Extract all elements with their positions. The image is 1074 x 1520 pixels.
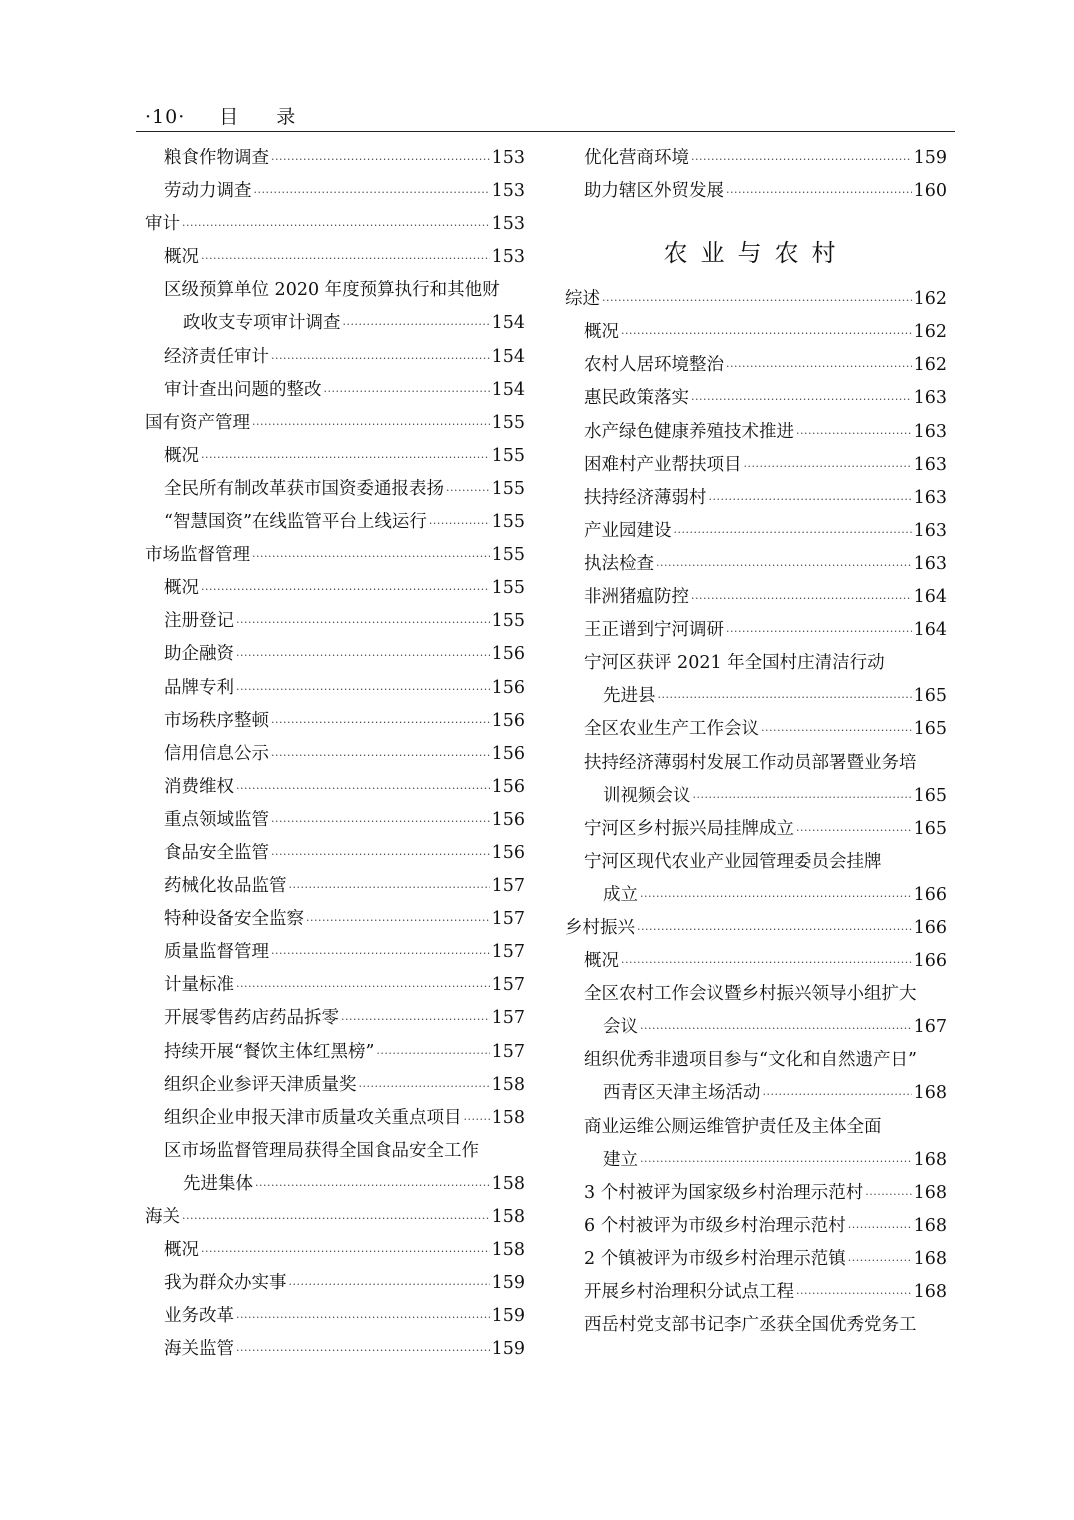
dot-leader xyxy=(252,540,490,573)
entry-title: 区级预算单位 2020 年度预算执行和其他财 xyxy=(164,280,500,301)
entry-title: 审计 xyxy=(145,214,180,235)
entry-title: 惠民政策落实 xyxy=(584,388,689,409)
dot-leader xyxy=(621,946,912,979)
page-ref: 159 xyxy=(491,1339,525,1360)
toc-entry[interactable] xyxy=(145,969,525,1002)
page-ref: 156 xyxy=(491,677,525,698)
dot-leader xyxy=(236,639,490,672)
entry-title: 6 个村被评为市级乡村治理示范村 xyxy=(584,1215,846,1236)
dot-leader xyxy=(324,375,490,408)
entry-title: 组织优秀非遗项目参与“文化和自然遗产日” xyxy=(584,1050,917,1071)
entry-title: 商业运维公厕运维管护责任及主体全面 xyxy=(584,1116,882,1137)
entry-title: 政收支专项审计调查 xyxy=(183,313,341,334)
page-ref: 156 xyxy=(491,776,525,797)
dot-leader xyxy=(848,1211,912,1244)
page-ref: 153 xyxy=(491,181,525,202)
dot-leader xyxy=(201,573,490,606)
entry-title: 重点领域监管 xyxy=(164,809,269,830)
dot-leader xyxy=(182,1202,490,1235)
entry-title: 产业园建设 xyxy=(584,520,672,541)
toc-entry[interactable] xyxy=(145,473,525,506)
header-rule xyxy=(136,131,955,132)
toc-section-entry[interactable] xyxy=(145,407,525,440)
dot-leader xyxy=(271,805,490,838)
entry-title: 概况 xyxy=(164,445,199,466)
dot-leader xyxy=(709,483,912,516)
toc-right-main-group xyxy=(565,283,947,1342)
toc-entry[interactable] xyxy=(565,813,947,846)
entry-title: 乡村振兴 xyxy=(565,917,635,938)
page-ref: 159 xyxy=(913,148,947,168)
entry-title: 粮食作物调查 xyxy=(164,148,269,168)
dot-leader xyxy=(271,937,490,970)
toc-entry[interactable] xyxy=(145,903,525,936)
dot-leader xyxy=(236,772,490,805)
toc-entry[interactable] xyxy=(565,945,947,978)
page-ref: 155 xyxy=(491,578,525,599)
entry-title: 食品安全监管 xyxy=(164,842,269,863)
dot-leader xyxy=(201,242,490,275)
toc-entry[interactable] xyxy=(145,440,525,473)
toc-entry[interactable] xyxy=(145,870,525,903)
toc-entry[interactable] xyxy=(565,316,947,349)
page-ref: 153 xyxy=(491,214,525,235)
dot-leader xyxy=(343,308,490,341)
dot-leader xyxy=(182,209,490,242)
page-ref: 155 xyxy=(491,412,525,433)
dot-leader xyxy=(289,871,490,904)
toc-entry[interactable] xyxy=(565,142,947,175)
entry-title: 执法检查 xyxy=(584,553,654,574)
entry-title: 概况 xyxy=(584,951,619,972)
entry-title: 宁河区乡村振兴局挂牌成立 xyxy=(584,818,794,839)
dot-leader xyxy=(658,681,912,714)
toc-entry[interactable] xyxy=(145,1002,525,1035)
dot-leader xyxy=(726,176,912,209)
toc-right-column xyxy=(565,142,947,1342)
section-heading: 农业与农村 xyxy=(663,239,849,268)
dot-leader xyxy=(236,606,490,639)
page-ref: 168 xyxy=(913,1248,947,1269)
page-ref: 155 xyxy=(491,611,525,632)
page-ref: 154 xyxy=(491,313,525,334)
entry-title: 概况 xyxy=(164,247,199,268)
page-ref: 156 xyxy=(491,710,525,731)
page-ref: 156 xyxy=(491,842,525,863)
toc-section-entry[interactable] xyxy=(145,539,525,572)
toc-entry[interactable] xyxy=(565,1077,947,1110)
page-ref: 162 xyxy=(913,355,947,376)
page-ref: 162 xyxy=(913,322,947,343)
dot-leader xyxy=(726,615,912,648)
toc-entry[interactable] xyxy=(145,241,525,274)
page-ref: 157 xyxy=(491,975,525,996)
entry-title: 先进集体 xyxy=(183,1173,253,1194)
page-ref: 165 xyxy=(913,785,947,806)
toc-section-entry[interactable] xyxy=(565,283,947,316)
toc-entry[interactable] xyxy=(145,1168,525,1201)
page-ref: 166 xyxy=(913,951,947,972)
toc-entry[interactable] xyxy=(145,572,525,605)
page-ref: 163 xyxy=(913,454,947,475)
dot-leader xyxy=(201,1235,490,1268)
entry-title: 质量监督管理 xyxy=(164,942,269,963)
dot-leader xyxy=(744,450,912,483)
dot-leader xyxy=(446,474,490,507)
page-ref: 155 xyxy=(491,445,525,466)
page-ref: 158 xyxy=(491,1173,525,1194)
dot-leader xyxy=(621,317,912,350)
entry-title: 建立 xyxy=(603,1149,638,1170)
page-ref: 164 xyxy=(913,620,947,641)
toc-entry[interactable] xyxy=(565,879,947,912)
toc-entry[interactable] xyxy=(565,416,947,449)
dot-leader xyxy=(726,350,912,383)
toc-entry[interactable] xyxy=(565,978,947,1011)
entry-title: 3 个村被评为国家级乡村治理示范村 xyxy=(584,1182,864,1203)
toc-entry[interactable] xyxy=(145,1333,525,1366)
page-ref: 168 xyxy=(913,1083,947,1104)
page-ref: 158 xyxy=(491,1074,525,1095)
entry-title: 全区农业生产工作会议 xyxy=(584,719,759,740)
toc-entry[interactable] xyxy=(565,1243,947,1276)
dot-leader xyxy=(306,904,490,937)
entry-title: 西岳村党支部书记李广丞获全国优秀党务工 xyxy=(584,1315,917,1336)
page-ref: 153 xyxy=(491,148,525,168)
dot-leader xyxy=(376,1037,489,1070)
entry-title: 业务改革 xyxy=(164,1306,234,1327)
page-ref: 157 xyxy=(491,1008,525,1029)
entry-title: 消费维权 xyxy=(164,776,234,797)
dot-leader xyxy=(429,507,490,540)
toc-right-top-group xyxy=(565,142,947,208)
dot-leader xyxy=(796,814,912,847)
page-ref: 168 xyxy=(913,1182,947,1203)
page-ref: 157 xyxy=(491,1041,525,1062)
dot-leader xyxy=(271,342,490,375)
dot-leader xyxy=(271,143,490,176)
entry-title: 全民所有制改革获市国资委通报表扬 xyxy=(164,478,444,499)
dot-leader xyxy=(271,706,490,739)
page-ref: 165 xyxy=(913,719,947,740)
dot-leader xyxy=(763,1078,912,1111)
entry-title: 农村人居环境整治 xyxy=(584,355,724,376)
page-ref: 157 xyxy=(491,876,525,897)
dot-leader xyxy=(656,549,912,582)
toc-entry[interactable] xyxy=(565,581,947,614)
toc-section-entry[interactable] xyxy=(565,912,947,945)
entry-title: 经济责任审计 xyxy=(164,346,269,367)
entry-title: 宁河区现代农业产业园管理委员会挂牌 xyxy=(584,851,882,872)
toc-entry[interactable] xyxy=(565,1309,947,1342)
page-ref: 157 xyxy=(491,942,525,963)
entry-title: 药械化妆品监管 xyxy=(164,876,287,897)
toc-entry[interactable] xyxy=(145,1036,525,1069)
toc-entry[interactable] xyxy=(565,349,947,382)
page-ref: 155 xyxy=(491,545,525,566)
toc-entry[interactable] xyxy=(565,548,947,581)
toc-entry[interactable] xyxy=(145,1300,525,1333)
entry-title: 助力辖区外贸发展 xyxy=(584,181,724,202)
toc-entry[interactable] xyxy=(565,747,947,780)
dot-leader xyxy=(637,913,912,946)
page-ref: 165 xyxy=(913,818,947,839)
entry-title: 概况 xyxy=(584,322,619,343)
toc-entry[interactable] xyxy=(565,1177,947,1210)
toc-entry[interactable] xyxy=(565,175,947,208)
toc-section-entry[interactable] xyxy=(145,1201,525,1234)
dot-leader xyxy=(271,739,490,772)
page-ref: 158 xyxy=(491,1240,525,1261)
page-ref: 167 xyxy=(913,1017,947,1038)
toc-entry[interactable] xyxy=(565,647,947,680)
toc-entry[interactable] xyxy=(145,1135,525,1168)
entry-title: 特种设备安全监察 xyxy=(164,909,304,930)
entry-title: 持续开展“餐饮主体红黑榜” xyxy=(164,1041,375,1062)
page-ref: 166 xyxy=(913,884,947,905)
dot-leader xyxy=(201,441,490,474)
entry-title: 非洲猪瘟防控 xyxy=(584,587,689,608)
entry-title: 先进县 xyxy=(603,686,656,707)
dot-leader xyxy=(236,1334,490,1367)
running-title: 目 录 xyxy=(219,106,312,128)
entry-title: 综述 xyxy=(565,289,600,310)
page-number: ·10· xyxy=(145,106,186,128)
entry-title: 市场秩序整顿 xyxy=(164,710,269,731)
entry-title: 扶持经济薄弱村发展工作动员部署暨业务培 xyxy=(584,752,917,773)
entry-title: 王正谱到宁河调研 xyxy=(584,620,724,641)
toc-section-entry[interactable] xyxy=(145,208,525,241)
toc-entry[interactable] xyxy=(145,804,525,837)
entry-title: 审计查出问题的整改 xyxy=(164,379,322,400)
toc-entry[interactable] xyxy=(565,515,947,548)
toc-entry[interactable] xyxy=(565,482,947,515)
toc-entry[interactable] xyxy=(145,605,525,638)
dot-leader xyxy=(691,582,912,615)
toc-entry[interactable] xyxy=(565,780,947,813)
toc-entry[interactable] xyxy=(145,506,525,539)
toc-entry[interactable] xyxy=(565,1011,947,1044)
entry-title: 扶持经济薄弱村 xyxy=(584,487,707,508)
entry-title: 开展零售药店药品拆零 xyxy=(164,1008,339,1029)
entry-title: 注册登记 xyxy=(164,611,234,632)
page-ref: 157 xyxy=(491,909,525,930)
toc-entry[interactable] xyxy=(145,175,525,208)
dot-leader xyxy=(796,1277,912,1310)
page-ref: 156 xyxy=(491,809,525,830)
page-ref: 153 xyxy=(491,247,525,268)
toc-entry[interactable] xyxy=(145,142,525,175)
dot-leader xyxy=(236,673,490,706)
dot-leader xyxy=(359,1070,490,1103)
entry-title: 2 个镇被评为市级乡村治理示范镇 xyxy=(584,1248,846,1269)
page-ref: 160 xyxy=(913,181,947,202)
page-ref: 156 xyxy=(491,743,525,764)
entry-title: 计量标准 xyxy=(164,975,234,996)
toc-entry[interactable] xyxy=(145,1069,525,1102)
entry-title: 宁河区获评 2021 年全国村庄清洁行动 xyxy=(584,653,885,674)
toc-entry[interactable] xyxy=(565,614,947,647)
page-ref: 165 xyxy=(913,686,947,707)
entry-title: 开展乡村治理积分试点工程 xyxy=(584,1282,794,1302)
toc-left-column xyxy=(145,142,525,1366)
page-ref: 163 xyxy=(913,421,947,442)
toc-entry[interactable] xyxy=(145,672,525,705)
toc-entry[interactable] xyxy=(145,936,525,969)
entry-title: 海关 xyxy=(145,1207,180,1227)
entry-title: 我为群众办实事 xyxy=(164,1273,287,1294)
entry-title: 市场监督管理 xyxy=(145,545,250,566)
dot-leader xyxy=(254,176,490,209)
page-ref: 168 xyxy=(913,1215,947,1236)
toc-entry[interactable] xyxy=(565,1210,947,1243)
dot-leader xyxy=(289,1268,490,1301)
toc-entry[interactable] xyxy=(145,1234,525,1267)
entry-title: 劳动力调查 xyxy=(164,181,252,202)
dot-leader xyxy=(865,1178,911,1211)
dot-leader xyxy=(271,838,490,871)
toc-entry[interactable] xyxy=(565,1276,947,1309)
page-ref: 164 xyxy=(913,587,947,608)
page-ref: 154 xyxy=(491,379,525,400)
entry-title: 信用信息公示 xyxy=(164,743,269,764)
entry-title: 西青区天津主场活动 xyxy=(603,1083,761,1104)
page-ref: 159 xyxy=(491,1273,525,1294)
toc-entry[interactable] xyxy=(565,449,947,482)
entry-title: 助企融资 xyxy=(164,644,234,665)
dot-leader xyxy=(761,714,912,747)
dot-leader xyxy=(674,516,912,549)
toc-entry[interactable] xyxy=(565,713,947,746)
entry-title: 成立 xyxy=(603,884,638,905)
entry-title: 国有资产管理 xyxy=(145,412,250,433)
dot-leader xyxy=(640,1145,912,1178)
dot-leader xyxy=(602,284,912,317)
dot-leader xyxy=(341,1003,490,1036)
dot-leader xyxy=(236,1301,490,1334)
page-ref: 156 xyxy=(491,644,525,665)
toc-entry[interactable] xyxy=(145,307,525,340)
page-ref: 168 xyxy=(913,1149,947,1170)
entry-title: 海关监管 xyxy=(164,1339,234,1360)
page-ref: 163 xyxy=(913,487,947,508)
page-ref: 168 xyxy=(913,1282,947,1302)
toc-entry[interactable] xyxy=(145,638,525,671)
page-ref: 163 xyxy=(913,520,947,541)
entry-title: 品牌专利 xyxy=(164,677,234,698)
page-ref: 163 xyxy=(913,553,947,574)
page-ref: 155 xyxy=(491,512,525,533)
toc-entry[interactable] xyxy=(145,705,525,738)
toc-entry[interactable] xyxy=(565,1144,947,1177)
dot-leader xyxy=(236,970,490,1003)
toc-entry[interactable] xyxy=(145,1102,525,1135)
toc-entry[interactable] xyxy=(565,1044,947,1077)
toc-entry[interactable] xyxy=(145,274,525,307)
page-ref: 166 xyxy=(913,917,947,938)
entry-title: 概况 xyxy=(164,1240,199,1261)
toc-entry[interactable] xyxy=(145,374,525,407)
page-ref: 159 xyxy=(491,1306,525,1327)
toc-entry[interactable] xyxy=(145,341,525,374)
toc-entry[interactable] xyxy=(565,680,947,713)
dot-leader xyxy=(693,781,912,814)
dot-leader xyxy=(640,1012,912,1045)
toc-entry[interactable] xyxy=(565,382,947,415)
toc-entry[interactable] xyxy=(145,771,525,804)
entry-title: 区市场监督管理局获得全国食品安全工作 xyxy=(164,1140,479,1161)
dot-leader xyxy=(464,1103,490,1136)
entry-title: “智慧国资”在线监管平台上线运行 xyxy=(164,512,427,533)
dot-leader xyxy=(255,1169,490,1202)
entry-title: 困难村产业帮扶项目 xyxy=(584,454,742,475)
page-ref: 154 xyxy=(491,346,525,367)
page-ref: 158 xyxy=(491,1107,525,1128)
toc-entry[interactable] xyxy=(145,738,525,771)
dot-leader xyxy=(252,408,490,441)
entry-title: 优化营商环境 xyxy=(584,148,689,168)
page-header xyxy=(145,102,311,129)
entry-title: 训视频会议 xyxy=(603,785,691,806)
entry-title: 会议 xyxy=(603,1017,638,1038)
entry-title: 组织企业申报天津市质量攻关重点项目 xyxy=(164,1107,462,1128)
dot-leader xyxy=(691,383,912,416)
dot-leader xyxy=(691,143,912,176)
page-ref: 162 xyxy=(913,289,947,310)
entry-title: 组织企业参评天津质量奖 xyxy=(164,1074,357,1095)
dot-leader xyxy=(848,1244,912,1277)
dot-leader xyxy=(640,880,912,913)
dot-leader xyxy=(796,417,912,450)
entry-title: 概况 xyxy=(164,578,199,599)
page-ref: 155 xyxy=(491,478,525,499)
toc-entry[interactable] xyxy=(565,1111,947,1144)
entry-title: 全区农村工作会议暨乡村振兴领导小组扩大 xyxy=(584,984,917,1005)
page-ref: 158 xyxy=(491,1207,525,1227)
entry-title: 水产绿色健康养殖技术推进 xyxy=(584,421,794,442)
toc-entry[interactable] xyxy=(565,846,947,879)
page-ref: 163 xyxy=(913,388,947,409)
toc-entry[interactable] xyxy=(145,1267,525,1300)
toc-entry[interactable] xyxy=(145,837,525,870)
